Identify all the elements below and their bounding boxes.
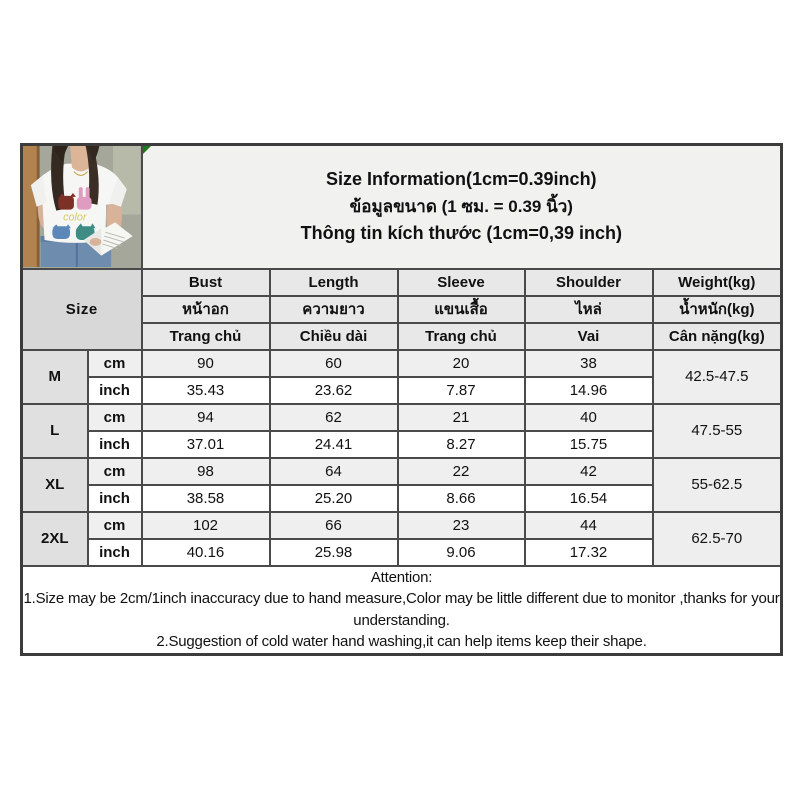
2xl-weight: 62.5-70 — [653, 512, 782, 566]
2xl-sleeve-inch: 9.06 — [398, 539, 525, 566]
xl-weight: 55-62.5 — [653, 458, 782, 512]
xl-shoulder-cm: 42 — [525, 458, 653, 485]
l-bust-cm: 94 — [142, 404, 270, 431]
m-sleeve-inch: 7.87 — [398, 377, 525, 404]
col-header-length-vi: Chiều dài — [270, 323, 398, 350]
col-header-weight-vi: Cân nặng(kg) — [653, 323, 782, 350]
product-photo — [22, 145, 142, 269]
m-weight: 42.5-47.5 — [653, 350, 782, 404]
m-length-cm: 60 — [270, 350, 398, 377]
attention-line-1: 1.Size may be 2cm/1inch inaccuracy due to hand measure,Color may be little different due to monitor ,thanks for your understanding. — [23, 590, 780, 629]
col-header-shoulder-th: ไหล่ — [525, 296, 653, 323]
col-header-sleeve-en: Sleeve — [398, 269, 525, 296]
2xl-shoulder-inch: 17.32 — [525, 539, 653, 566]
xl-length-cm: 64 — [270, 458, 398, 485]
xl-bust-cm: 98 — [142, 458, 270, 485]
l-shoulder-cm: 40 — [525, 404, 653, 431]
2xl-sleeve-cm: 23 — [398, 512, 525, 539]
l-length-inch: 24.41 — [270, 431, 398, 458]
col-header-weight-en: Weight(kg) — [653, 269, 782, 296]
m-sleeve-cm: 20 — [398, 350, 525, 377]
xl-bust-inch: 38.58 — [142, 485, 270, 512]
size-information-title-cell — [142, 145, 782, 269]
l-sleeve-inch: 8.27 — [398, 431, 525, 458]
col-header-shoulder-vi: Vai — [525, 323, 653, 350]
attention-heading: Attention: — [370, 569, 433, 587]
title-vietnamese: Thông tin kích thước (1cm=0,39 inch) — [300, 222, 622, 243]
attention-line-2: 2.Suggestion of cold water hand washing,it can help items keep their shape. — [156, 633, 647, 651]
col-header-sleeve-th: แขนเสื้อ — [398, 296, 525, 323]
m-shoulder-cm: 38 — [525, 350, 653, 377]
col-header-length-en: Length — [270, 269, 398, 296]
size-row-l: L — [22, 404, 88, 458]
svg-text:color: color — [63, 211, 87, 224]
unit-label-cm: cm — [88, 350, 142, 377]
unit-label-cm: cm — [88, 512, 142, 539]
m-bust-inch: 35.43 — [142, 377, 270, 404]
xl-shoulder-inch: 16.54 — [525, 485, 653, 512]
unit-label-inch: inch — [88, 485, 142, 512]
size-row-xl: XL — [22, 458, 88, 512]
2xl-length-inch: 25.98 — [270, 539, 398, 566]
xl-length-inch: 25.20 — [270, 485, 398, 512]
xl-sleeve-inch: 8.66 — [398, 485, 525, 512]
attention-note — [22, 566, 782, 655]
m-bust-cm: 90 — [142, 350, 270, 377]
l-length-cm: 62 — [270, 404, 398, 431]
size-header: Size — [22, 269, 142, 350]
title-english: Size Information(1cm=0.39inch) — [325, 169, 597, 190]
xl-sleeve-cm: 22 — [398, 458, 525, 485]
l-bust-inch: 37.01 — [142, 431, 270, 458]
2xl-length-cm: 66 — [270, 512, 398, 539]
size-row-2xl: 2XL — [22, 512, 88, 566]
col-header-length-th: ความยาว — [270, 296, 398, 323]
unit-label-inch: inch — [88, 431, 142, 458]
2xl-shoulder-cm: 44 — [525, 512, 653, 539]
unit-label-cm: cm — [88, 458, 142, 485]
col-header-bust-en: Bust — [142, 269, 270, 296]
m-shoulder-inch: 14.96 — [525, 377, 653, 404]
l-shoulder-inch: 15.75 — [525, 431, 653, 458]
model-photo-illustration — [23, 146, 141, 267]
l-sleeve-cm: 21 — [398, 404, 525, 431]
2xl-bust-cm: 102 — [142, 512, 270, 539]
size-row-m: M — [22, 350, 88, 404]
unit-label-inch: inch — [88, 539, 142, 566]
col-header-weight-th: น้ำหนัก(kg) — [653, 296, 782, 323]
col-header-sleeve-vi: Trang chủ — [398, 323, 525, 350]
title-thai: ข้อมูลขนาด (1 ซม. = 0.39 นิ้ว) — [349, 197, 573, 216]
col-header-bust-vi: Trang chủ — [142, 323, 270, 350]
cell-comment-marker-icon — [143, 146, 151, 154]
2xl-bust-inch: 40.16 — [142, 539, 270, 566]
col-header-bust-th: หน้าอก — [142, 296, 270, 323]
col-header-shoulder-en: Shoulder — [525, 269, 653, 296]
size-chart-table — [20, 143, 783, 656]
unit-label-cm: cm — [88, 404, 142, 431]
unit-label-inch: inch — [88, 377, 142, 404]
l-weight: 47.5-55 — [653, 404, 782, 458]
m-length-inch: 23.62 — [270, 377, 398, 404]
